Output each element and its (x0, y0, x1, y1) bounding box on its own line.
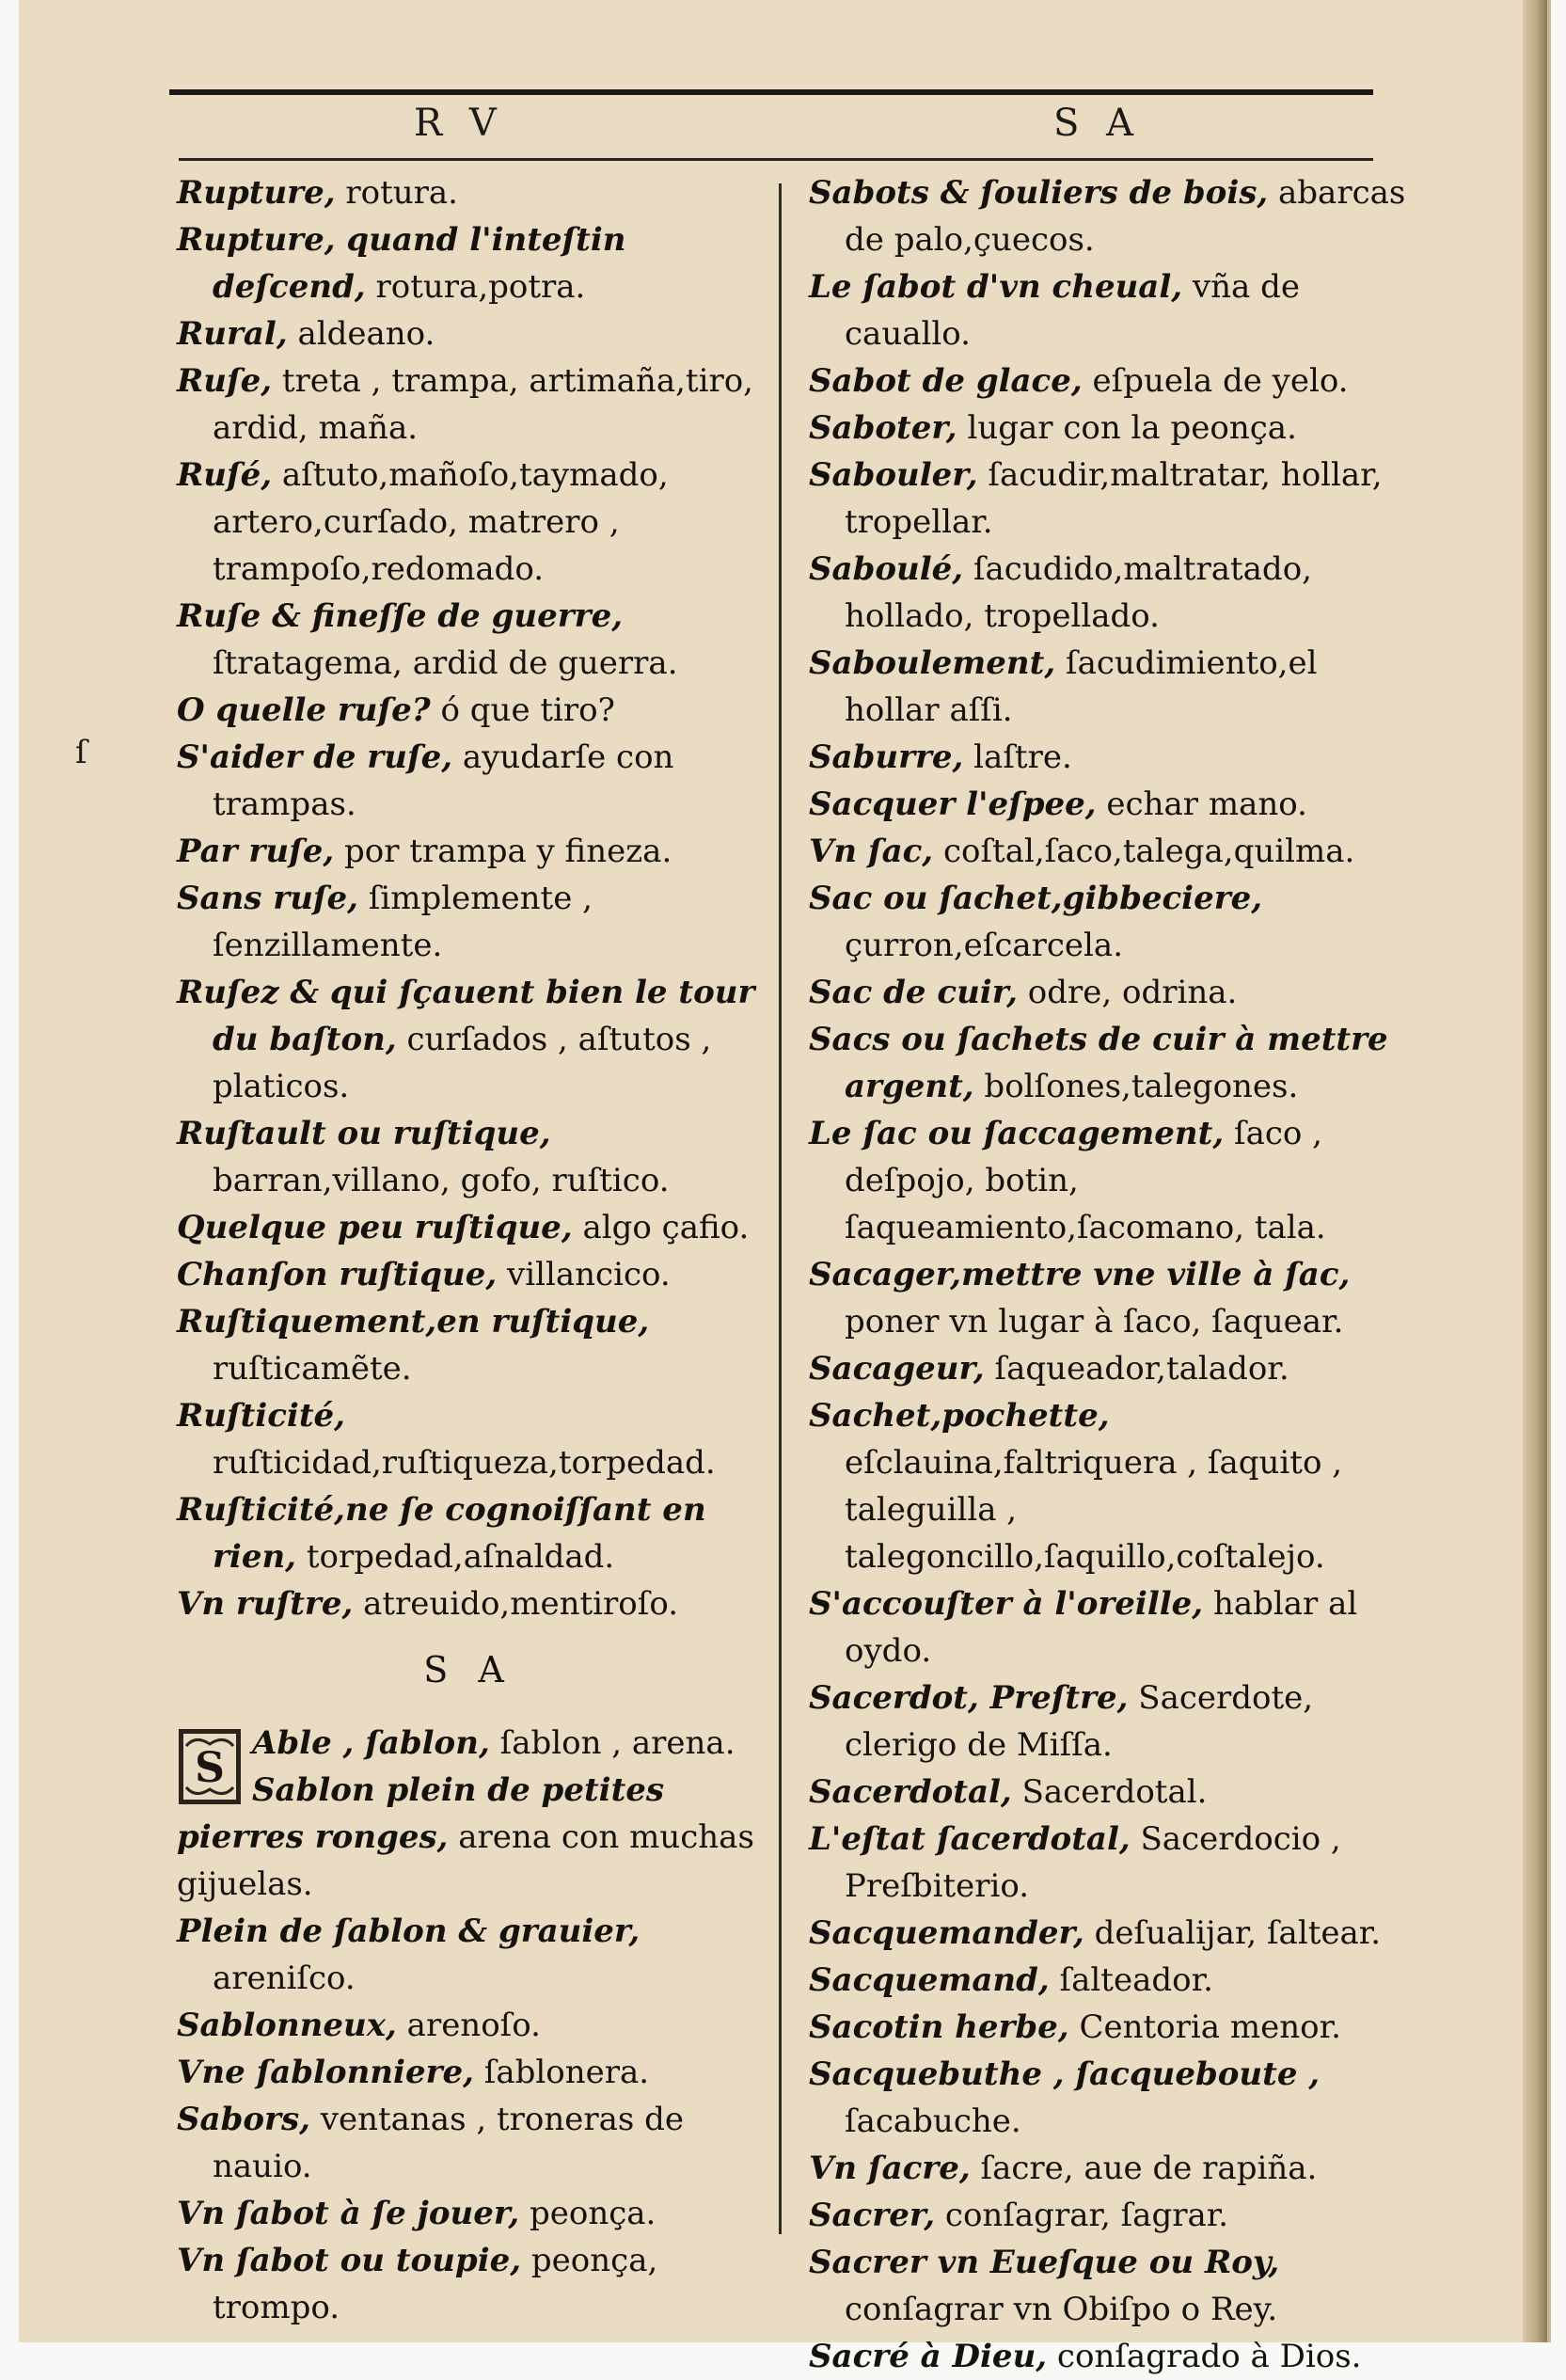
dictionary-entry (809, 1957, 1411, 2004)
entry-headword: Ruſe, (177, 362, 273, 400)
entry-translation: areniſco. (213, 1960, 356, 1997)
entry-headword: Sablon plein de petites pierres ronges, (177, 1771, 665, 1856)
entry-translation: conſagrar vn Obiſpo o Rey. (845, 2291, 1278, 2328)
entry-headword: Ruſtault ou ruſtique, (177, 1115, 551, 1152)
entry-headword: Sacquemander, (809, 1914, 1084, 1952)
entry-headword: Vn ruſtre, (177, 1585, 354, 1623)
dictionary-entry (809, 2051, 1411, 2145)
entry-translation: algo çafio. (572, 1209, 750, 1246)
dropcap-entries (177, 1720, 760, 1908)
entry-headword: Ruſtiquement,en ruſtique, (177, 1303, 650, 1341)
dictionary-entry (809, 452, 1411, 546)
entry-translation: ventanas , troneras de nauio. (213, 2101, 685, 2185)
entry-headword: Sacrer vn Eueſque ou Roy, (809, 2244, 1280, 2281)
dictionary-entry (809, 1251, 1411, 1345)
column-divider (779, 183, 782, 2234)
dictionary-entry (177, 1298, 760, 1392)
entry-translation: arena con muchas gijuelas. (177, 1818, 754, 1903)
dictionary-entry (177, 1580, 760, 1627)
dictionary-entry (809, 1674, 1411, 1769)
entry-headword: Sans ruſe, (177, 880, 359, 917)
dictionary-entry (809, 1580, 1411, 1674)
entry-translation: ſalteador. (1049, 1961, 1213, 1999)
entry-headword: Saburre, (809, 738, 964, 776)
dropcap-ornament (177, 1727, 243, 1806)
entry-headword: Quelque peu ruſtique, (177, 1209, 573, 1246)
entry-headword: Rupture, quand l'inteſtin deſcend, (177, 221, 626, 306)
dictionary-entry (809, 405, 1411, 452)
entry-translation: ſaqueador,talador. (984, 1350, 1289, 1388)
entry-headword: Vn ſac, (809, 833, 934, 870)
dictionary-entry (177, 875, 760, 969)
dictionary-entry (177, 1486, 760, 1580)
dropcap-block (177, 1720, 760, 1908)
entry-translation: lugar con la peonça. (957, 409, 1297, 447)
entry-translation: treta , trampa, artimaña,tiro, ardid, maña. (213, 362, 753, 447)
entry-translation: Centoria menor. (1068, 2008, 1341, 2046)
entry-translation: odre, odrina. (1017, 974, 1238, 1011)
entry-translation: ó que tiro? (430, 691, 615, 729)
book-page (19, 0, 1551, 2375)
right-entries (809, 169, 1411, 2380)
running-head-left: R V (414, 102, 504, 145)
entry-headword: Plein de ſablon & grauier, (177, 1912, 641, 1950)
dictionary-entry (177, 169, 760, 216)
dictionary-entry (177, 969, 760, 1110)
entry-translation: atreuido,mentiroſo. (353, 1585, 679, 1623)
entry-headword: Sacré à Dieu, (809, 2338, 1048, 2375)
dictionary-entry (177, 1204, 760, 1251)
entry-headword: Sablonneux, (177, 2007, 397, 2044)
entry-translation: hablar al oydo. (845, 1585, 1358, 1670)
entry-headword: Ruſez & qui ſçauent bien le tour du baſton, (177, 974, 755, 1058)
dictionary-entry (809, 969, 1411, 1016)
entry-translation: coſtal,ſaco,talega,quilma. (933, 833, 1355, 870)
entry-translation: eſclauina,faltriquera , ſaquito , taleguilla , talegoncillo,ſaquillo,coſtalejo. (845, 1444, 1343, 1576)
dictionary-entry (177, 1767, 760, 1908)
entry-translation: villancico. (497, 1256, 671, 1293)
entry-translation: çurron,eſcarcela. (845, 927, 1124, 964)
margin-mark: ſ (75, 734, 87, 771)
entry-translation: ſablon , arena. (489, 1724, 736, 1762)
entry-headword: Par ruſe, (177, 833, 335, 870)
entry-translation: peonça, trompo. (213, 2242, 658, 2326)
entry-translation: ruſticidad,ruſtiqueza,torpedad. (213, 1444, 716, 1482)
entry-translation: rotura. (335, 174, 458, 212)
right-column (809, 169, 1411, 2380)
dictionary-entry (177, 1251, 760, 1298)
entry-translation: peonça. (519, 2195, 656, 2232)
entry-translation: ruſticamẽte. (213, 1350, 412, 1388)
left-entries (177, 169, 760, 1627)
entry-headword: Sacageur, (809, 1350, 985, 1388)
entry-headword: Saboulement, (809, 644, 1056, 682)
entry-headword: Sacquer l'eſpee, (809, 785, 1097, 823)
dictionary-entry (177, 2002, 760, 2049)
entry-translation: arenoſo. (396, 2007, 541, 2044)
entry-headword: Ruſe & fineſſe de guerre, (177, 597, 624, 635)
dictionary-entry (809, 2004, 1411, 2051)
entry-headword: Le ſac ou ſaccagement, (809, 1115, 1225, 1152)
dictionary-entry (177, 2237, 760, 2331)
dropcap-ornament-frame (177, 1727, 243, 1806)
entry-headword: Sac de cuir, (809, 974, 1018, 1011)
entry-headword: Vn ſabot à ſe jouer, (177, 2195, 520, 2232)
dictionary-entry (177, 593, 760, 687)
entry-headword: Able , ſablon, (252, 1724, 490, 1762)
entry-headword: S'accouſter à l'oreille, (809, 1585, 1204, 1623)
dictionary-entry (177, 452, 760, 593)
entry-headword: Sacotin herbe, (809, 2008, 1069, 2046)
entry-translation: Sacerdote, clerigo de Miſſa. (845, 1679, 1314, 1764)
entry-translation: poner vn lugar à ſaco, ſaquear. (845, 1303, 1344, 1341)
dictionary-entry (177, 1908, 760, 2002)
dictionary-entry (177, 216, 760, 310)
entry-headword: Sacquemand, (809, 1961, 1050, 1999)
dictionary-entry (177, 734, 760, 828)
dictionary-entry (809, 2145, 1411, 2192)
dictionary-entry (177, 1110, 760, 1204)
dictionary-entry (809, 828, 1411, 875)
entry-headword: Sachet,pochette, (809, 1397, 1110, 1435)
entry-translation: bolſones,talegones. (973, 1068, 1299, 1105)
running-head-right: S A (1053, 102, 1142, 145)
entry-headword: Sabots & ſouliers de bois, (809, 174, 1269, 212)
entry-headword: L'eſtat ſacerdotal, (809, 1820, 1131, 1858)
entry-translation: laſtre. (963, 738, 1072, 776)
entry-translation: curſados , aſtutos , platicos. (213, 1021, 712, 1105)
entry-headword: Sacerdotal, (809, 1773, 1012, 1811)
dictionary-entry (809, 263, 1411, 357)
dictionary-entry (177, 2096, 760, 2190)
dictionary-entry (177, 310, 760, 357)
dictionary-entry (809, 2333, 1411, 2380)
entry-headword: Sabouler, (809, 456, 978, 494)
dictionary-entry (177, 1392, 760, 1486)
entry-headword: Sabot de glace, (809, 362, 1083, 400)
entry-translation: por trampa y fineza. (334, 833, 672, 870)
entry-headword: Rural, (177, 315, 288, 353)
entry-translation: deſualijar, ſaltear. (1084, 1914, 1382, 1952)
entry-translation: Sacerdocio , Preſbiterio. (845, 1820, 1341, 1905)
dictionary-entry (809, 2192, 1411, 2239)
entry-translation: torpedad,aſnaldad. (296, 1538, 615, 1576)
dictionary-entry (809, 1910, 1411, 1957)
entry-translation: ſablonera. (473, 2054, 650, 2091)
dictionary-entry (809, 1816, 1411, 1910)
dictionary-entry (809, 1345, 1411, 1392)
dictionary-entry (809, 1110, 1411, 1251)
entry-headword: Chanſon ruſtique, (177, 1256, 498, 1293)
dictionary-entry (809, 640, 1411, 734)
dictionary-entry (177, 687, 760, 734)
entry-translation: aſtuto,mañoſo,taymado, artero,curſado, matrero , trampoſo,redomado. (213, 456, 669, 588)
entry-headword: Sabors, (177, 2101, 310, 2138)
entry-headword: O quelle ruſe? (177, 691, 431, 729)
dictionary-entry (809, 169, 1411, 263)
dictionary-entry (177, 828, 760, 875)
entry-translation: ayudarſe con trampas. (213, 738, 674, 823)
entry-translation: barran,villano, gofo, ruſtico. (213, 1162, 670, 1199)
dictionary-entry (809, 1016, 1411, 1110)
dictionary-entry (809, 1769, 1411, 1816)
entry-headword: S'aider de ruſe, (177, 738, 453, 776)
entry-headword: Vn ſacre, (809, 2150, 971, 2187)
entry-headword: Sacager,mettre vne ville à ſac, (809, 1256, 1351, 1293)
entry-headword: Sacs ou ſachets de cuir à mettre argent, (809, 1021, 1388, 1105)
dictionary-entry (177, 2190, 760, 2237)
entry-translation: ſacre, aue de rapiña. (970, 2150, 1318, 2187)
dictionary-entry (177, 1720, 760, 1767)
entry-translation: ſtratagema, ardid de guerra. (213, 644, 678, 682)
entry-headword: Sacquebuthe , ſacqueboute , (809, 2055, 1321, 2093)
entry-translation: abarcas de palo,çuecos. (845, 174, 1406, 259)
dictionary-entry (809, 546, 1411, 640)
entry-headword: Sac ou ſachet,gibbeciere, (809, 880, 1263, 917)
header-rule (179, 158, 1373, 161)
dictionary-entry (809, 875, 1411, 969)
entry-headword: Vn ſabot ou toupie, (177, 2242, 522, 2279)
entry-translation: ſacudir,maltratar, hollar, tropellar. (845, 456, 1383, 541)
entry-headword: Saboulé, (809, 550, 964, 588)
entry-headword: Ruſticité,ne ſe cognoiſſant en rien, (177, 1491, 706, 1576)
entry-headword: Vne ſablonniere, (177, 2054, 474, 2091)
dictionary-entry (809, 357, 1411, 405)
entry-translation: rotura,potra. (365, 268, 586, 306)
entry-headword: Rupture, (177, 174, 336, 212)
entry-translation: ſimplemente , ſenzillamente. (213, 880, 593, 964)
dictionary-entry (809, 2239, 1411, 2333)
entry-headword: Saboter, (809, 409, 957, 447)
entry-headword: Ruſticité, (177, 1397, 346, 1435)
top-rule (169, 89, 1373, 95)
entry-translation: ſaco , deſpojo, botin, ſaqueamiento,ſacomano, tala. (845, 1115, 1326, 1246)
dropcap-letter: S (195, 1744, 225, 1792)
entry-headword: Sacrer, (809, 2197, 936, 2234)
entry-translation: vña de cauallo. (845, 268, 1300, 353)
entry-translation: ſacudido,maltratado, hollado, tropellado. (845, 550, 1312, 635)
entry-headword: Le ſabot d'vn cheual, (809, 268, 1183, 306)
page-gutter (1523, 0, 1547, 2342)
dictionary-entry (177, 2049, 760, 2096)
entry-translation: eſpuela de yelo. (1082, 362, 1349, 400)
left-entries-after (177, 1908, 760, 2331)
entry-headword: Ruſé, (177, 456, 273, 494)
left-column (177, 169, 760, 2331)
entry-translation: conſagrado à Dios. (1047, 2338, 1362, 2375)
entry-translation: ſacudimiento,el hollar aſſi. (845, 644, 1318, 729)
entry-translation: echar mano. (1096, 785, 1307, 823)
entry-headword: Sacerdot, Preſtre, (809, 1679, 1129, 1717)
entry-translation: aldeano. (287, 315, 435, 353)
section-title: S A (423, 1649, 514, 1690)
dictionary-entry (809, 734, 1411, 781)
dictionary-entry (809, 781, 1411, 828)
entry-translation: ſacabuche. (845, 2102, 1021, 2140)
entry-translation: Sacerdotal. (1011, 1773, 1208, 1811)
dictionary-entry (177, 357, 760, 452)
entry-translation: conſagrar, ſagrar. (935, 2197, 1229, 2234)
dictionary-entry (809, 1392, 1411, 1580)
